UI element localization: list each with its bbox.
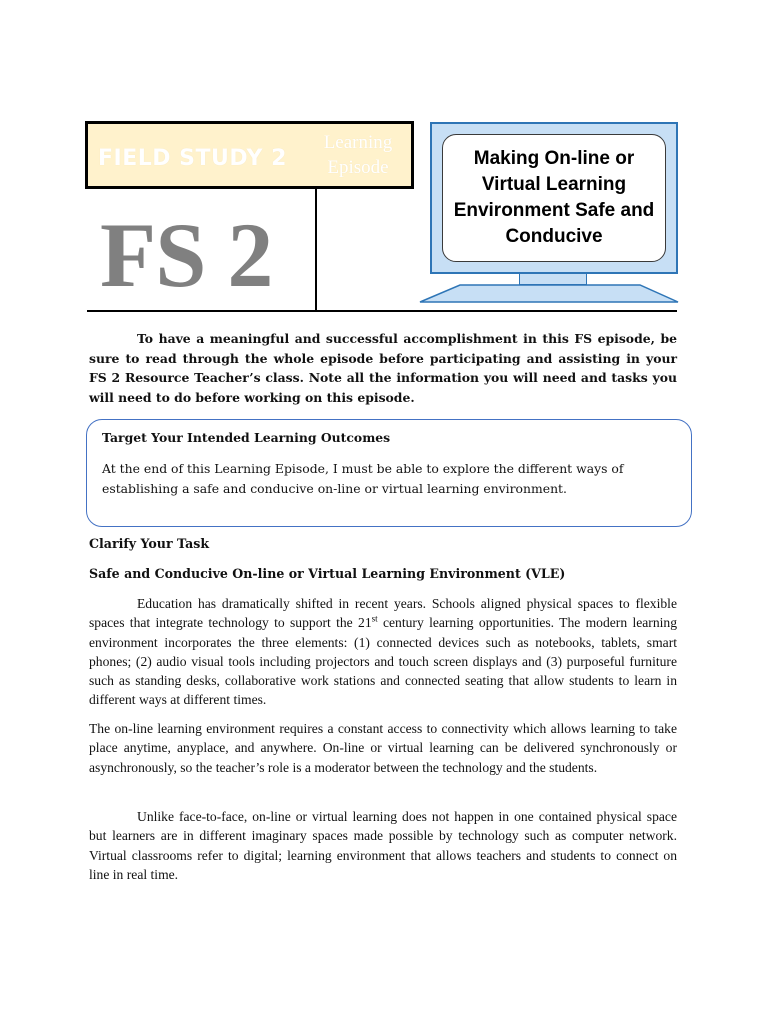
task-subheading: Safe and Conducive On-line or Virtual Learning Environment (VLE) — [89, 566, 566, 581]
episode-banner — [85, 121, 414, 189]
monitor-screen — [442, 134, 666, 262]
task-heading: Clarify Your Task — [89, 536, 210, 551]
paragraph-text: Education has dramatically shifted in recent years. Schools aligned physical spaces to flexible spaces that integrate technology to support the 21 — [89, 596, 677, 631]
divider-vertical — [315, 189, 317, 312]
intro-paragraph: To have a meaningful and successful accomplishment in this FS episode, be sure to read through the whole episode before participating and assisting in your FS 2 Resource Teacher’s class. Note all the information you will need and tasks you will need to do before working on this episode. — [89, 331, 677, 405]
episode-title: Making On-line or Virtual Learning Environment Safe and Conducive — [453, 148, 655, 247]
outcomes-heading: Target Your Intended Learning Outcomes — [102, 430, 391, 445]
paragraph-virtual-learning: Unlike face-to-face, on-line or virtual learning does not happen in one contained physical space but learners are in different imaginary spaces made possible by technology such as computer network. Virtual classrooms refer to digital; learning environment that allows teachers and students to connect on line in real time. — [89, 809, 677, 882]
monitor-base — [418, 284, 680, 304]
paragraph-online-environment: The on-line learning environment requires a constant access to connectivity which allows learning to take place anytime, anyplace, and anywhere. On-line or virtual learning can be delivered synchronously or asynchronously, so the teacher’s role is a moderator between the technology and the students. — [89, 721, 677, 775]
paragraph-text: century learning opportunities. The modern learning environment incorporates the three elements: (1) connected devices such as notebooks, tablets, smart phones; (2) audio visual tools including projectors and touch screen displays and (3) purposeful furniture such as standing desks, collaborative work stations and connected seating that allow students to learn in different ways at different times. — [89, 615, 677, 708]
monitor-icon — [430, 122, 678, 274]
divider-horizontal — [87, 310, 677, 312]
learning-episode-label: Learning Episode — [323, 132, 393, 178]
fs-number: FS 2 — [100, 204, 273, 306]
ordinal-suffix: st — [371, 613, 378, 624]
banner-title: FIELD STUDY 2 — [98, 146, 287, 171]
paragraph-education — [89, 594, 677, 710]
outcomes-body: At the end of this Learning Episode, I must be able to explore the different ways of establishing a safe and conducive on-line or virtual learning environment. — [102, 461, 624, 496]
outcomes-box — [86, 419, 692, 527]
